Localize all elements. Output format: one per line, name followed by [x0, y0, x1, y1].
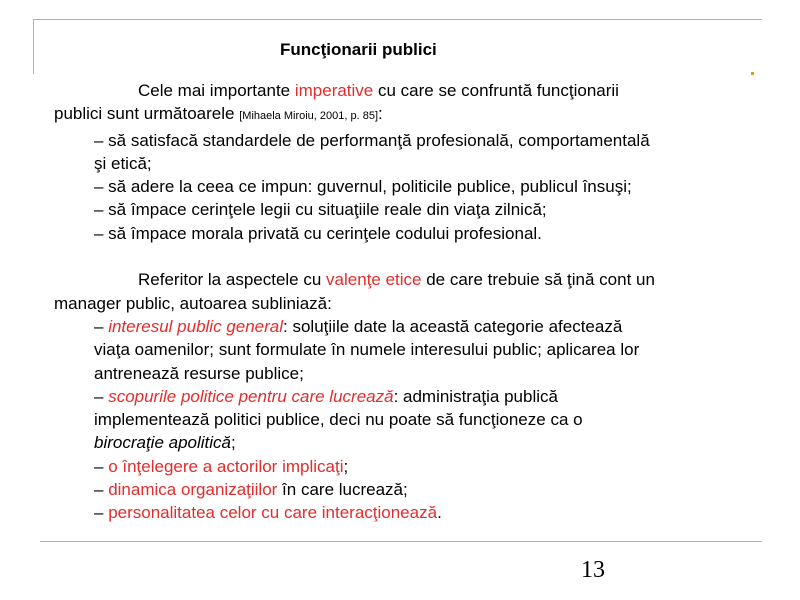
text: ; — [343, 456, 349, 476]
bullet-continuation: implementează politici publice, deci nu poate să funcţioneze ca o — [94, 410, 583, 430]
bullet-interes-public — [54, 315, 764, 338]
dash: – — [94, 480, 109, 500]
para1-line-1 — [54, 79, 764, 102]
highlight-text: o înţelegere a actorilor implicaţi — [108, 456, 344, 476]
para2-line-2: manager public, autoarea subliniază: — [54, 293, 332, 313]
frame-left-border — [33, 19, 34, 74]
citation: [Mihaela Miroiu, 2001, p. 85] — [239, 110, 379, 123]
text: în care lucrează; — [277, 480, 408, 500]
frame-accent-dot — [751, 72, 754, 75]
list-item: – să împace cerinţele legii cu situaţiile reale din viaţa zilnică; — [94, 200, 547, 220]
text: : — [378, 104, 383, 124]
text: Referitor la aspectele cu — [138, 270, 327, 290]
text: de care trebuie să ţină cont un — [421, 270, 655, 290]
text: cu care se confruntă funcţionarii — [373, 81, 619, 100]
slide-body — [54, 79, 764, 525]
text: ; — [231, 433, 236, 453]
bullet-personalitatea — [54, 501, 764, 524]
bullet-continuation: antrenează resurse publice; — [94, 363, 304, 383]
highlight-imperative: imperative — [294, 81, 374, 100]
list-item: – să satisfacă standardele de performanţă profesională, comportamentală — [94, 130, 650, 150]
dash: – — [94, 503, 109, 523]
highlight-text: personalitatea celor cu care interacţionează — [108, 503, 438, 523]
highlight-text: dinamica organizaţiilor — [108, 480, 278, 500]
text: . — [437, 503, 442, 523]
para2-line-1 — [54, 268, 764, 291]
frame-top-border — [33, 19, 762, 20]
slide-title: Funcţionarii publici — [280, 40, 437, 59]
bullet-continuation — [54, 431, 764, 454]
italic-text: birocraţie apolitică — [94, 433, 232, 453]
dash: – — [94, 316, 109, 336]
dash: – — [94, 456, 109, 476]
para1-line-2 — [54, 102, 764, 128]
highlight-text: scopurile politice pentru care lucrează — [108, 386, 394, 406]
text: : administraţia publică — [393, 386, 558, 406]
dash: – — [94, 386, 109, 406]
paragraph-gap — [54, 245, 764, 268]
highlight-text: interesul public general — [108, 316, 284, 336]
bullet-continuation: viaţa oamenilor; sunt formulate în numele interesului public; aplicarea lor — [94, 340, 640, 360]
list-item: – să împace morala privată cu cerinţele codului profesional. — [94, 223, 542, 243]
bullet-scopuri-politice — [54, 385, 764, 408]
highlight-valente-etice: valenţe etice — [326, 270, 422, 290]
frame-bottom-border — [40, 541, 762, 542]
list-item: şi etică; — [94, 153, 152, 173]
text: : soluţiile date la această categorie afectează — [283, 316, 623, 336]
text: publici sunt următoarele — [54, 104, 240, 124]
list-item: – să adere la ceea ce impun: guvernul, politicile publice, publicul însuşi; — [94, 177, 632, 197]
bullet-actori-implicati — [54, 455, 764, 478]
bullet-dinamica-organizatiilor — [54, 478, 764, 501]
page-number: 13 — [581, 557, 605, 583]
text: Cele mai importante — [138, 81, 295, 100]
